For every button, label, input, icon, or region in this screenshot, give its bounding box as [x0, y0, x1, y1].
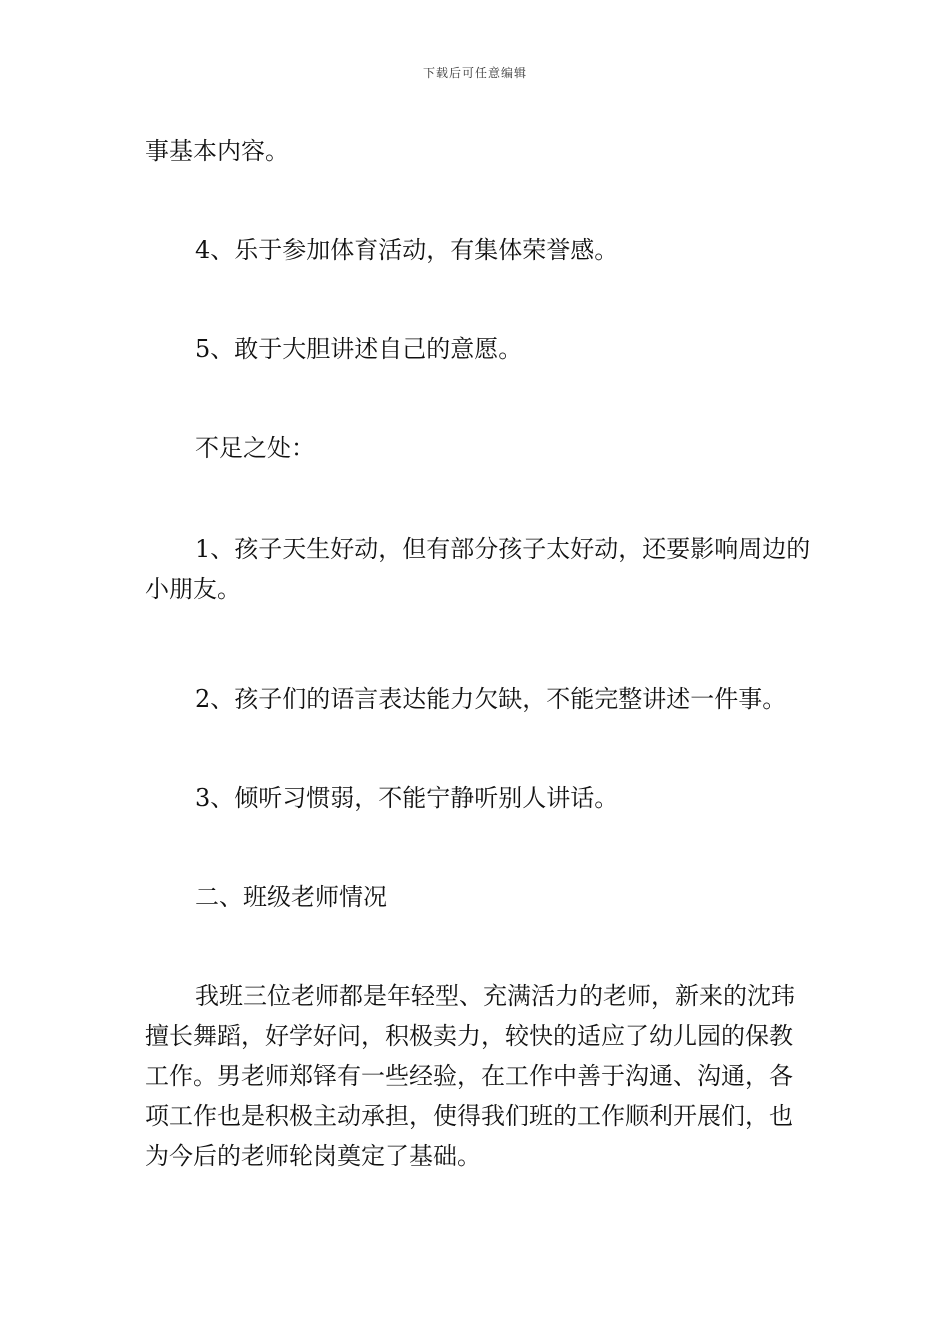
- paragraph-shortcomings-heading: 不足之处：: [195, 434, 315, 462]
- paragraph-teachers: 我班三位老师都是年轻型、充满活力的老师，新来的沈玮擅长舞蹈，好学好问，积极卖力，较快的适应了幼儿园的保教工作。男老师郑铎有一些经验，在工作中善于沟通、沟通，各项工作也是积极主动承担，使得我们班的工作顺利开展们，也为今后的老师轮岗奠定了基础。: [145, 982, 795, 1170]
- paragraph-weakness-2: 2、孩子们的语言表达能力欠缺，不能完整讲述一件事。: [195, 685, 787, 713]
- section-2-heading: 二、班级老师情况: [195, 883, 387, 911]
- paragraph-weakness-1: 1、孩子天生好动，但有部分孩子太好动，还要影响周边的小朋友。: [145, 535, 811, 603]
- paragraph-strength-4: 4、乐于参加体育活动，有集体荣誉感。: [195, 236, 619, 264]
- page-header-note: 下载后可任意编辑: [422, 66, 527, 80]
- paragraph-strength-5: 5、敢于大胆讲述自己的意愿。: [195, 335, 523, 363]
- paragraph-weakness-3: 3、倾听习惯弱，不能宁静听别人讲话。: [195, 784, 619, 812]
- paragraph-continuation: 事基本内容。: [145, 137, 289, 165]
